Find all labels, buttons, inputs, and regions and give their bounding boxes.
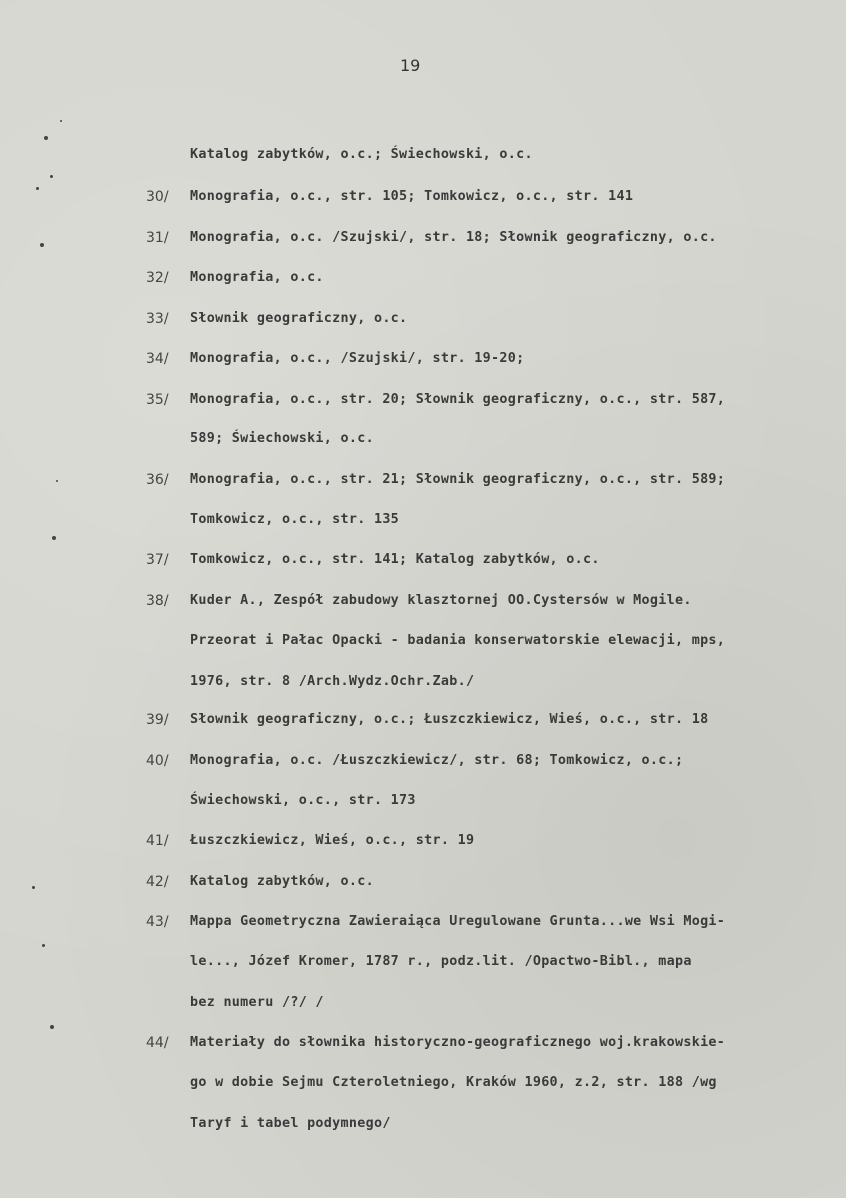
footnote-number: 32/ xyxy=(146,270,169,286)
margin-dot xyxy=(50,175,53,178)
margin-dot xyxy=(36,187,39,190)
footnote-number: 37/ xyxy=(146,552,169,568)
footnote-line: Katalog zabytków, o.c. xyxy=(190,874,374,889)
footnote-number: 41/ xyxy=(146,833,169,849)
margin-dot xyxy=(50,1025,54,1029)
footnote-line: Materiały do słownika historyczno-geograficznego woj.krakowskie- xyxy=(190,1035,726,1050)
margin-dot xyxy=(40,243,44,247)
footnote-number: 44/ xyxy=(146,1035,169,1051)
footnote-line: Łuszczkiewicz, Wieś, o.c., str. 19 xyxy=(190,833,475,848)
footnote-line: Monografia, o.c., str. 20; Słownik geograficzny, o.c., str. 587, xyxy=(190,392,726,407)
footnote-number: 33/ xyxy=(146,311,169,327)
footnote-line: Kuder A., Zespół zabudowy klasztornej OO.Cystersów w Mogile. xyxy=(190,593,692,608)
footnote-line: Tomkowicz, o.c., str. 135 xyxy=(190,512,400,527)
footnote-line: Tomkowicz, o.c., str. 141; Katalog zabytków, o.c. xyxy=(190,552,600,567)
margin-dot xyxy=(44,136,48,140)
footnote-line: Monografia, o.c., /Szujski/, str. 19-20; xyxy=(190,351,525,366)
footnote-line: Przeorat i Pałac Opacki - badania konserwatorskie elewacji, mps, xyxy=(190,633,726,648)
footnote-line: Mappa Geometryczna Zawieraiąca Uregulowane Grunta...we Wsi Mogi- xyxy=(190,914,726,929)
page-number: 19 xyxy=(400,56,421,75)
footnote-line: Monografia, o.c., str. 105; Tomkowicz, o.c., str. 141 xyxy=(190,189,634,204)
footnote-number: 31/ xyxy=(146,230,169,246)
footnote-line: Monografia, o.c., str. 21; Słownik geograficzny, o.c., str. 589; xyxy=(190,472,726,487)
footnote-number: 43/ xyxy=(146,914,169,930)
footnote-line: le..., Józef Kromer, 1787 r., podz.lit. /Opactwo-Bibl., mapa xyxy=(190,954,692,969)
footnote-number: 35/ xyxy=(146,392,169,408)
footnote-line: Taryf i tabel podymnego/ xyxy=(190,1116,391,1131)
footnote-line: Monografia, o.c. /Szujski/, str. 18; Słownik geograficzny, o.c. xyxy=(190,230,717,245)
footnote-number: 40/ xyxy=(146,753,169,769)
footnote-number: 39/ xyxy=(146,712,169,728)
footnote-number: 34/ xyxy=(146,351,169,367)
margin-dot xyxy=(56,480,58,482)
margin-dot xyxy=(60,120,62,122)
footnote-line: 1976, str. 8 /Arch.Wydz.Ochr.Zab./ xyxy=(190,674,475,689)
footnote-line: bez numeru /?/ / xyxy=(190,995,324,1010)
margin-dot xyxy=(52,536,56,540)
footnote-number: 42/ xyxy=(146,874,169,890)
margin-dot xyxy=(32,886,35,889)
footnote-line: Katalog zabytków, o.c.; Świechowski, o.c. xyxy=(190,147,533,162)
footnote-line: Świechowski, o.c., str. 173 xyxy=(190,793,416,808)
footnote-number: 36/ xyxy=(146,472,169,488)
footnote-number: 30/ xyxy=(146,189,169,205)
footnote-number: 38/ xyxy=(146,593,169,609)
footnote-line: Monografia, o.c. /Łuszczkiewicz/, str. 68; Tomkowicz, o.c.; xyxy=(190,753,684,768)
footnote-line: Słownik geograficzny, o.c. xyxy=(190,311,408,326)
footnote-line: go w dobie Sejmu Czteroletniego, Kraków 1960, z.2, str. 188 /wg xyxy=(190,1075,717,1090)
footnote-line: Monografia, o.c. xyxy=(190,270,324,285)
margin-dot xyxy=(42,944,45,947)
footnote-line: Słownik geograficzny, o.c.; Łuszczkiewicz, Wieś, o.c., str. 18 xyxy=(190,712,709,727)
footnote-line: 589; Świechowski, o.c. xyxy=(190,431,374,446)
